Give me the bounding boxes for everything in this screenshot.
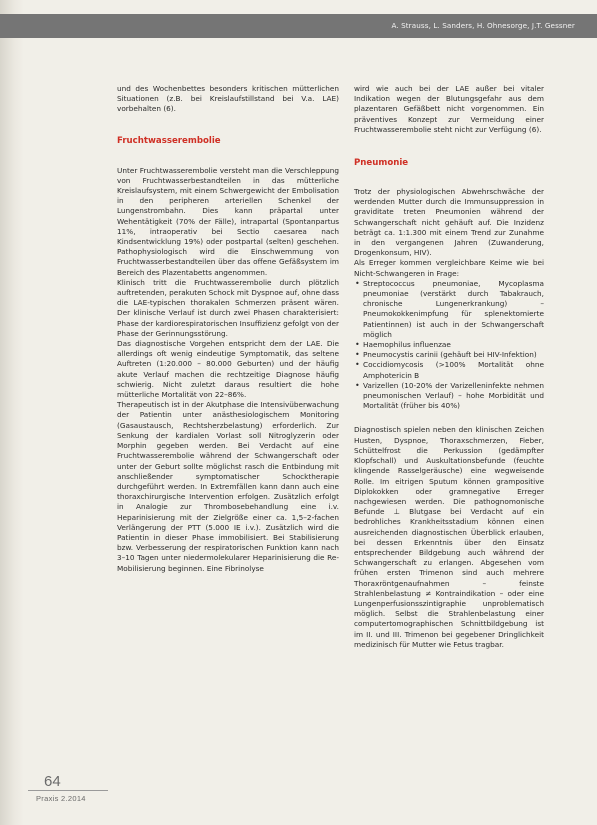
right-intro-paragraph: wird wie auch bei der LAE außer bei vitaler Indikation wegen der Blutungsgefahr aus dem plazentaren Gefäßbett nicht vorgenommen. Ein präventives Konzept zur Vermeidung einer Fruchtwasserembolie steht nicht zur Verfügung (6). (354, 84, 544, 134)
pathogen-list (354, 279, 544, 412)
list-item: • Pneumocystis carinii (gehäuft bei HIV-Infektion) (354, 350, 544, 360)
right-column (354, 84, 544, 650)
right-paragraph-diagnosis: Diagnostisch spielen neben den klinischen Zeichen Husten, Dyspnoe, Thoraxschmerzen, Fieber, Schüttelfrost die Perkussion (gedämpfter Klopfschall) und Auskultationsbefunde (feuchte klingende Rasselgeräusche) eine wegweisende Rolle. Im eitrigen Sputum können grampositive Diplokokken oder gramnegative Erreger nachgewiesen werden. Die pathognomonische Befunde ⊥ Blutgase bei Verdacht auf ein bedrohliches Krankheitsstadium können einen ausreichenden diagnostischen Überblick erlauben, bei dessen Erkenntnis über den Einsatz entsprechender Bildgebung auch während der Schwangerschaft zu erlangen. Abgesehen vom frühen ersten Trimenon sind auch mehrere Thoraxröntgenaufnahmen – feinste Strahlenbelastung ≠ Kontraindikation – oder eine Lungenperfusionsszintigraphie unproblematisch möglich. Selbst die Strahlenbelastung einer computertomographischen Schnittbildgebung ist im II. und III. Trimenon bei gegebener Dringlichkeit medizinisch für Mutter wie Fetus tragbar. (354, 425, 544, 649)
left-paragraph-definition: Unter Fruchtwasserembolie versteht man die Verschleppung von Fruchtwasserbestandteilen in das mütterliche Kreislaufsystem, mit einem Schwergewicht der Embolisation in den peripheren arteriellen Schenkel der Lungenstrombahn. Dies kann präpartal unter Wehentätigkeit (70% der Fälle), intrapartal (Spontanpartus 11%, intraoperativ bei Sectio caesarea nach Kindsentwicklung 19%) oder postpartal (selten) geschehen. Pathophysiologisch wird die Einschwemmung von Fruchtwasserbestandteilen über das offene Gefäßsystem im Bereich des Plazentabetts angenommen. (117, 165, 339, 277)
list-item: • Varizellen (10-20% der Varizelleninfekte nehmen pneumonischen Verlauf) – hohe Morbidität und Mortalität (früher bis 40%) (354, 381, 544, 412)
left-intro-paragraph: und des Wochenbettes besonders kritischen mütterlichen Situationen (z.B. bei Kreislaufstillstand bei V.a. LAE) vorbehalten (6). (117, 84, 339, 114)
left-column (117, 84, 339, 574)
list-item: • Streptococcus pneumoniae, Mycoplasma pneumoniae (verstärkt durch Tabakrauch, chronische Lungenerkrankung) – Pneumokokkenimpfung für splenektomierte Patientinnen) ist auch in der Schwangerschaft möglich (354, 279, 544, 340)
right-paragraph-incidence: Trotz der physiologischen Abwehrschwäche der werdenden Mutter durch die Immunsuppression in graviditate treten Pneumonien während der Schwangerschaft nicht gehäuft auf. Die Inzidenz beträgt ca. 1:1.300 mit einem Trend zur Zunahme in den vergangenen Jahren (Zuwanderung, Drogenkonsum, HIV). (354, 187, 544, 258)
list-item: • Coccidiomycosis (>100% Mortalität ohne Amphotericin B (354, 360, 544, 380)
list-item: • Haemophilus influenzae (354, 340, 544, 350)
left-paragraph-clinical: Klinisch tritt die Fruchtwasserembolie durch plötzlich auftretenden, perakuten Schock mit Dyspnoe auf, ohne dass die LAE-typischen thorakalen Schmerzen präsent wären. Der klinische Verlauf ist durch zwei Phasen charakterisiert: Phase der kardiorespiratorischen Insuffizienz gefolgt von der Phase der Gerinnungsstörung. (117, 277, 340, 338)
page-gutter-shadow (0, 0, 24, 825)
journal-reference: Praxis 2.2014 (36, 794, 86, 803)
footer-divider (28, 790, 108, 791)
section-heading-fruchtwasserembolie: Fruchtwasserembolie (117, 135, 221, 146)
running-header (0, 14, 597, 38)
left-paragraph-diagnostic: Das diagnostische Vorgehen entspricht dem der LAE. Die allerdings oft wenig eindeutige Symptomatik, das seltene Auftreten (1:20.000 – 80.000 Geburten) und der häufig akute Verlauf machen die rechtzeitige Diagnose häufig schwierig. Nicht zuletzt daraus resultiert die hohe mütterliche Mortalität von 22–86%. (117, 339, 339, 400)
header-authors: A. Strauss, L. Sanders, H. Ohnesorge, J.T. Gessner (391, 21, 575, 30)
right-paragraph-pathogens-intro: Als Erreger kommen vergleichbare Keime wie bei Nicht-Schwangeren in Frage: (354, 258, 544, 278)
section-heading-pneumonie: Pneumonie (354, 158, 409, 169)
left-paragraph-therapy: Therapeutisch ist in der Akutphase die Intensivüberwachung der Patientin unter anästhesiologischem Monitoring (Gasaustausch, Rechtsherzbelastung) erforderlich. Zur Senkung der kardialen Vorlast soll Nitroglyzerin oder Morphin gegeben werden. Bei Verdacht auf eine Fruchtwasserembolie während der Schwangerschaft oder unter der Geburt sollte möglichst rasch die Entbindung mit anschließender symptomatischer Schocktherapie durchgeführt werden. In Extremfällen kann dann auch eine thoraxchirurgische Intervention erfolgen. Zusätzlich erfolgt in Analogie zur Thrombosebehandlung eine i.v. Heparinisierung mit der Zielgröße einer ca. 1,5–2-fachen Verlängerung der PTT (5.000 IE i.v.). Zusätzlich wird die Patientin in dieser Phase immobilisiert. Bei Stabilisierung bzw. Verbesserung der respiratorischen Funktion kann nach 3–10 Tagen unter niedermolekularer Heparinisierung die Re-Mobilisierung beginnen. Eine Fibrinolyse (117, 400, 339, 573)
page-number: 64 (44, 773, 61, 790)
